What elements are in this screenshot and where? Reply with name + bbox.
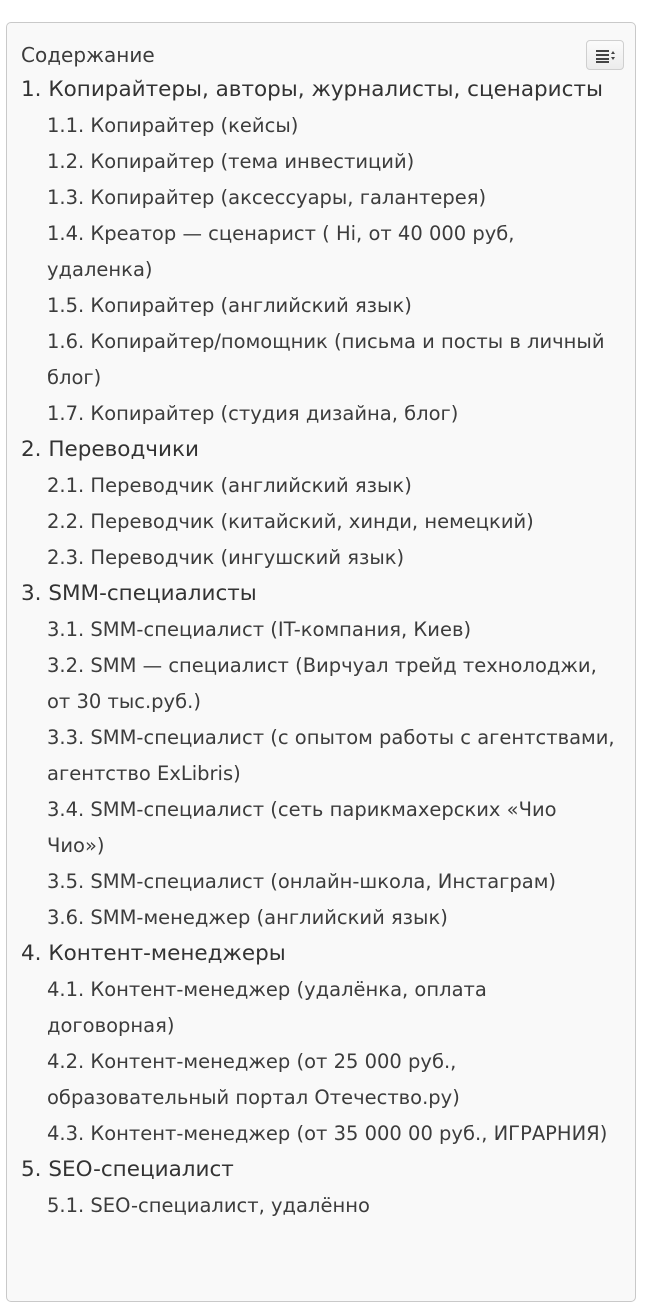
toc-sublist [21,972,635,1152]
toc-item-link[interactable]: 2.3. Переводчик (ингушский язык) [47,546,405,569]
toc-item [47,720,635,792]
toc-section-link[interactable]: 3. SMM-специалисты [21,581,257,606]
toc-item-link[interactable]: 1.4. Креатор — сценарист ( Hi, от 40 000 руб, удаленка) [47,222,515,281]
toc-sublist [21,108,635,432]
toc-item-link[interactable]: 1.5. Копирайтер (английский язык) [47,294,412,317]
toc-section-link[interactable]: 2. Переводчики [21,437,199,462]
toc-item-link[interactable]: 2.1. Переводчик (английский язык) [47,474,412,497]
toc-sublist [21,1188,635,1224]
toc-item-link[interactable]: 2.2. Переводчик (китайский, хинди, немецкий) [47,510,534,533]
toc-item [47,540,635,576]
toc-header [21,40,635,72]
toc-item-link[interactable]: 1.2. Копирайтер (тема инвестиций) [47,150,415,173]
toc-item-link[interactable]: 1.7. Копирайтер (студия дизайна, блог) [47,402,459,425]
toc-item-link[interactable]: 1.3. Копирайтер (аксессуары, галантерея) [47,186,487,209]
toc-item-link[interactable]: 1.6. Копирайтер/помощник (письма и посты в личный блог) [47,330,605,389]
toc-item [47,792,635,864]
toc-item [47,972,635,1044]
list-toggle-icon [596,49,616,63]
toc-item [47,504,635,540]
toc-item-link[interactable]: 3.5. SMM-специалист (онлайн-школа, Инстаграм) [47,870,557,893]
toc-item-link[interactable]: 4.2. Контент-менеджер (от 25 000 руб., образовательный портал Отечество.ру) [47,1050,460,1109]
toc-item [47,324,635,396]
toc-item-link[interactable]: 4.3. Контент-менеджер (от 35 000 00 руб., ИГРАРНИЯ) [47,1122,608,1145]
toc-item [47,900,635,936]
toc-item [47,648,635,720]
toc-item-link[interactable]: 5.1. SEO-специалист, удалённо [47,1194,370,1217]
toc-item [47,1044,635,1116]
toc-item [47,180,635,216]
toc-section-link[interactable]: 4. Контент-менеджеры [21,941,286,966]
toc-sublist [21,468,635,576]
table-of-contents [6,22,636,1302]
toc-list [21,72,635,1224]
toc-title: Содержание [21,43,155,67]
toc-item [47,612,635,648]
toc-item-link[interactable]: 3.3. SMM-специалист (с опытом работы с агентствами, агентство ExLibris) [47,726,615,785]
toc-item [47,1116,635,1152]
toc-section [21,72,635,432]
toc-section [21,1152,635,1224]
toc-item [47,468,635,504]
toc-item [47,216,635,288]
toc-sublist [21,612,635,936]
toc-section [21,936,635,1152]
toc-item-link[interactable]: 4.1. Контент-менеджер (удалёнка, оплата договорная) [47,978,487,1037]
toc-item [47,396,635,432]
toc-item [47,108,635,144]
toc-section-link[interactable]: 5. SEO-специалист [21,1157,234,1182]
toc-item-link[interactable]: 3.1. SMM-специалист (IT-компания, Киев) [47,618,472,641]
toc-item [47,144,635,180]
toc-item [47,288,635,324]
toc-item-link[interactable]: 3.2. SMM — специалист (Вирчуал трейд технолоджи, от 30 тыс.руб.) [47,654,597,713]
toc-section-link[interactable]: 1. Копирайтеры, авторы, журналисты, сценаристы [21,77,603,102]
toc-item-link[interactable]: 1.1. Копирайтер (кейсы) [47,114,299,137]
toc-item [47,1188,635,1224]
toc-section [21,576,635,936]
toc-item [47,864,635,900]
toc-section [21,432,635,576]
toc-toggle-button[interactable] [586,40,624,70]
toc-item-link[interactable]: 3.6. SMM-менеджер (английский язык) [47,906,448,929]
toc-item-link[interactable]: 3.4. SMM-специалист (сеть парикмахерских «Чио Чио») [47,798,557,857]
